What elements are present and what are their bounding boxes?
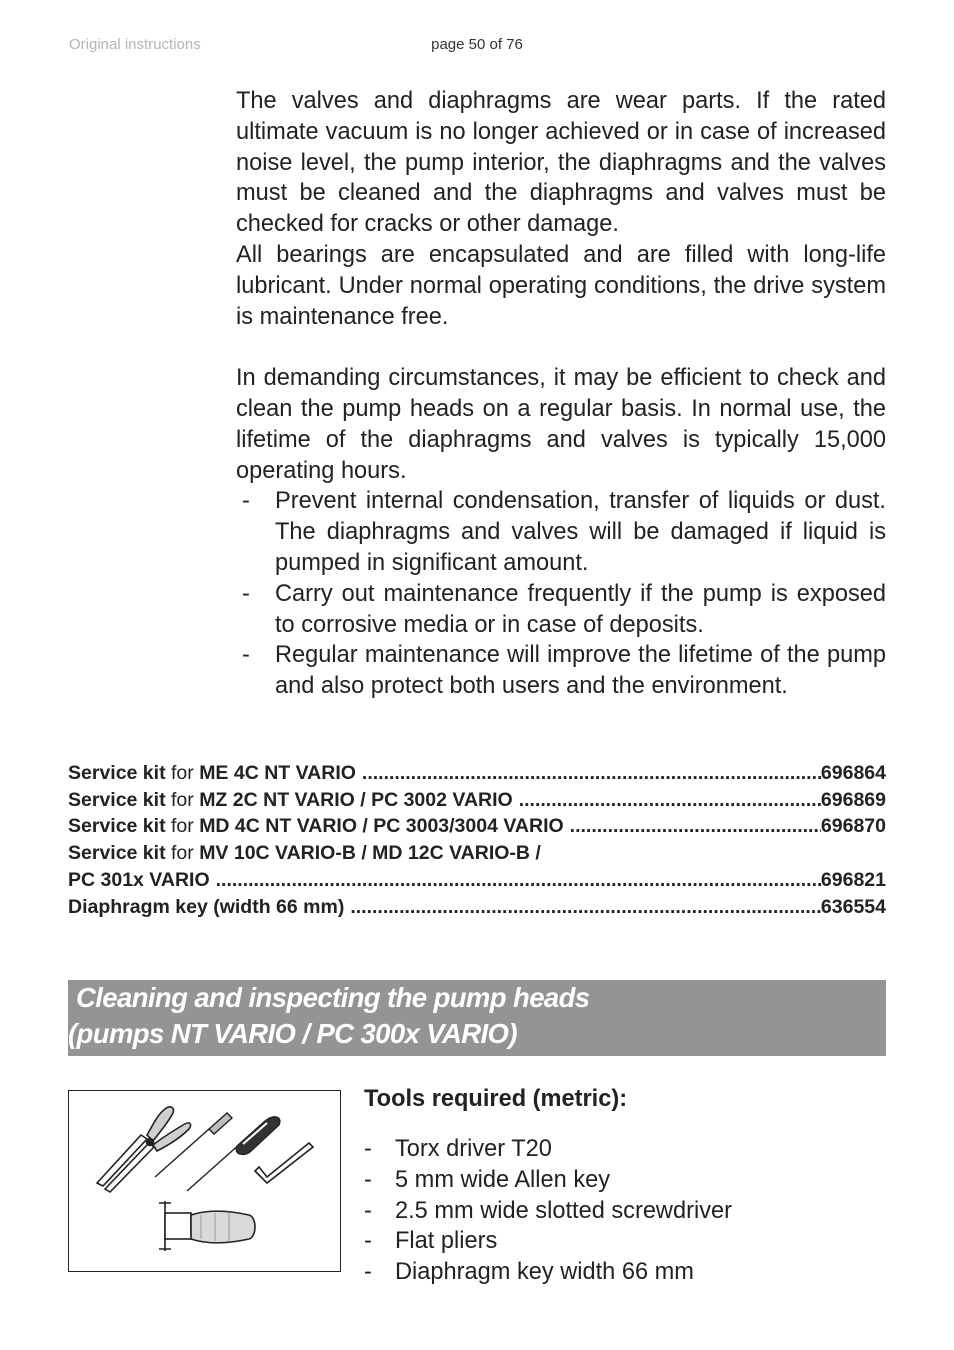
kit-model: MD 4C NT VARIO / PC 3003/3004 VARIO bbox=[199, 815, 564, 838]
part-number: 636554 bbox=[820, 895, 886, 918]
page-number: page 50 of 76 bbox=[431, 36, 523, 53]
kit-model: ME 4C NT VARIO bbox=[199, 762, 356, 784]
list-item: - Regular maintenance will improve the lifetime of the pump and also protect both users and the environment. bbox=[242, 642, 886, 700]
paragraph-wear-parts: The valves and diaphragms are wear parts. If the rated ultimate vacuum is no longer achieved or in case of increased noise level, the pump interior, the diaphragms and the valves must be cleaned and the diaphragms and valves must be checked for cracks or other damage. bbox=[236, 88, 886, 238]
tools-heading: Tools required (metric): bbox=[364, 1086, 628, 1112]
leader-dots bbox=[362, 760, 821, 787]
list-item: - Flat pliers bbox=[364, 1228, 498, 1255]
diaphragm-key-label: Diaphragm key (width 66 mm) bbox=[68, 895, 345, 918]
list-item: - Carry out maintenance frequently if the pump is exposed to corrosive media or in case of deposits. bbox=[242, 580, 886, 638]
list-item: - Diaphragm key width 66 mm bbox=[364, 1259, 694, 1286]
part-number: 696821 bbox=[820, 868, 886, 891]
list-item: - Torx driver T20 bbox=[364, 1136, 552, 1162]
allen-key-icon bbox=[255, 1143, 313, 1183]
part-number: 696870 bbox=[820, 815, 886, 838]
kit-model: MZ 2C NT VARIO / PC 3002 VARIO bbox=[199, 788, 513, 811]
list-item: - 2.5 mm wide slotted screwdriver bbox=[364, 1197, 732, 1224]
leader-dots bbox=[570, 813, 821, 840]
kit-model: PC 301x VARIO bbox=[68, 868, 210, 891]
document-label: Original instructions bbox=[69, 36, 201, 53]
paragraph-bearings: All bearings are encapsulated and are filled with long-life lubricant. Under normal operating conditions, the drive system is maintenance free. bbox=[236, 241, 886, 330]
spare-parts-list bbox=[68, 760, 886, 920]
leader-dots bbox=[216, 867, 821, 894]
leader-dots bbox=[350, 894, 821, 921]
diaphragm-key-icon bbox=[159, 1201, 255, 1251]
pliers-icon bbox=[97, 1107, 191, 1192]
list-item: - Prevent internal condensation, transfer of liquids or dust. The diaphragms and valves will be damaged if liquid is pumped in significant amount. bbox=[242, 488, 886, 576]
list-item: - 5 mm wide Allen key bbox=[364, 1166, 611, 1193]
tools-list bbox=[364, 1134, 884, 1288]
part-number: 696869 bbox=[820, 788, 886, 811]
maintenance-text bbox=[236, 86, 886, 702]
leader-dots bbox=[519, 787, 821, 814]
service-kit-row: Service kit for MV 10C VARIO-B / MD 12C VARIO-B / bbox=[68, 842, 541, 865]
section-heading-band bbox=[68, 980, 886, 1056]
part-number: 696864 bbox=[820, 762, 886, 784]
maintenance-bullet-list bbox=[236, 486, 886, 702]
tools-drawing bbox=[69, 1091, 340, 1271]
service-kit-row: Service kit for ME 4C NT VARIO ..... 696864 bbox=[68, 760, 886, 787]
paragraph-demanding-circumstances: In demanding circumstances, it may be efficient to check and clean the pump heads on a regular basis. In normal use, the lifetime of the diaphragms and valves is typically 15,000 operating hours. bbox=[236, 365, 886, 484]
diaphragm-key-row bbox=[68, 894, 886, 921]
service-kit-row: Service kit for MD 4C NT VARIO / PC 3003/3004 VARIO ..... 696870 bbox=[68, 813, 886, 840]
section-title: Cleaning and inspecting the pump heads (pumps NT VARIO / PC 300x VARIO) bbox=[68, 982, 590, 1049]
service-kit-row: Service kit for MZ 2C NT VARIO / PC 3002 VARIO ..... 696869 bbox=[68, 787, 886, 814]
service-kit-row-continued bbox=[68, 867, 886, 894]
tools-illustration bbox=[68, 1090, 341, 1272]
kit-model: MV 10C VARIO-B / MD 12C VARIO-B / bbox=[199, 842, 541, 865]
